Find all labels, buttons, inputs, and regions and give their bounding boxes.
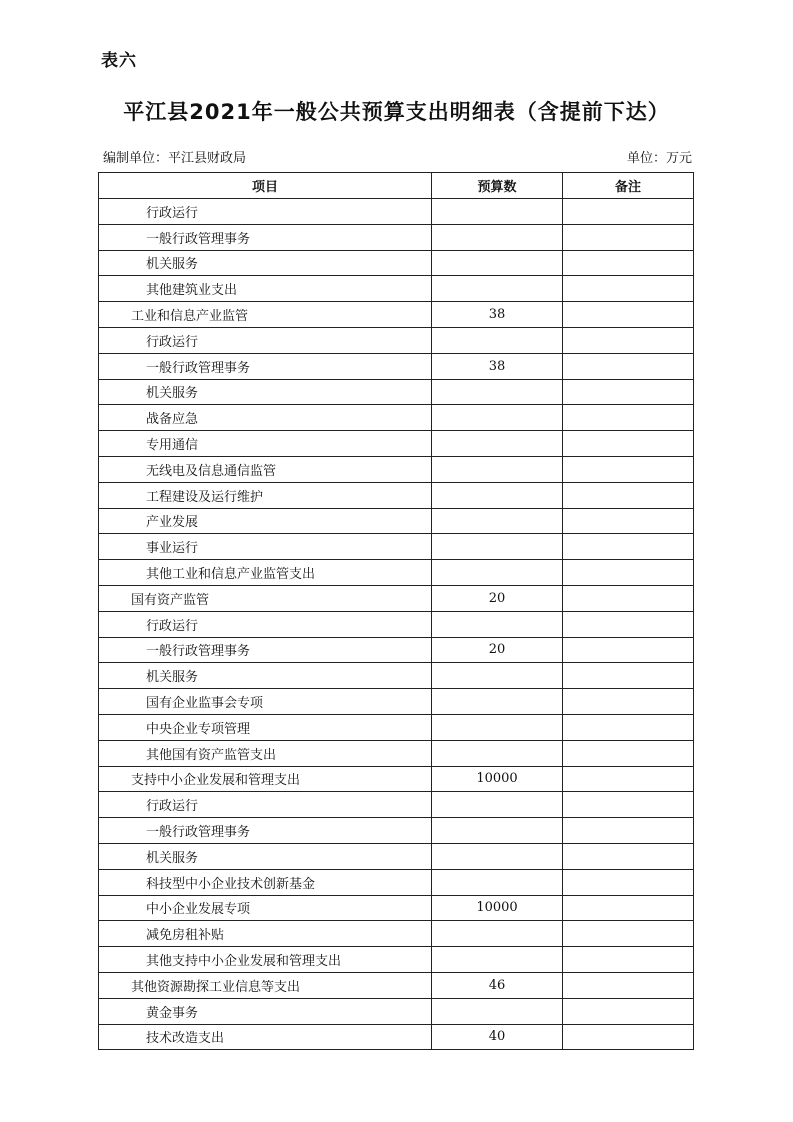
row-remarks <box>563 560 694 586</box>
row-item-name: 其他资源勘探工业信息等支出 <box>99 972 432 998</box>
row-budget-amount <box>432 327 563 353</box>
table-row <box>99 405 694 431</box>
row-item-name: 其他支持中小企业发展和管理支出 <box>99 947 432 973</box>
row-budget-amount: 40 <box>432 1024 563 1050</box>
row-budget-amount <box>432 663 563 689</box>
row-remarks <box>563 869 694 895</box>
row-item-name: 机关服务 <box>99 250 432 276</box>
table-row <box>99 869 694 895</box>
table-row <box>99 689 694 715</box>
row-remarks <box>563 637 694 663</box>
table-row <box>99 792 694 818</box>
row-item-name: 事业运行 <box>99 534 432 560</box>
row-budget-amount <box>432 276 563 302</box>
row-item-name: 一般行政管理事务 <box>99 224 432 250</box>
table-header-row <box>99 173 694 199</box>
row-item-name: 其他建筑业支出 <box>99 276 432 302</box>
row-remarks <box>563 1024 694 1050</box>
row-remarks <box>563 792 694 818</box>
table-row <box>99 637 694 663</box>
compiling-unit: 编制单位：平江县财政局 <box>103 151 247 166</box>
row-remarks <box>563 818 694 844</box>
table-row <box>99 1024 694 1050</box>
row-remarks <box>563 508 694 534</box>
table-row <box>99 998 694 1024</box>
row-item-name: 一般行政管理事务 <box>99 818 432 844</box>
row-item-name: 无线电及信息通信监管 <box>99 456 432 482</box>
row-item-name: 行政运行 <box>99 199 432 225</box>
table-row <box>99 611 694 637</box>
table-row <box>99 431 694 457</box>
row-budget-amount <box>432 199 563 225</box>
row-budget-amount <box>432 740 563 766</box>
meta-row <box>103 147 692 165</box>
header-budget-amount: 预算数 <box>432 173 563 199</box>
row-remarks <box>563 663 694 689</box>
row-budget-amount <box>432 714 563 740</box>
row-remarks <box>563 689 694 715</box>
row-remarks <box>563 714 694 740</box>
row-budget-amount: 20 <box>432 637 563 663</box>
row-remarks <box>563 199 694 225</box>
row-remarks <box>563 353 694 379</box>
table-row <box>99 250 694 276</box>
row-budget-amount <box>432 250 563 276</box>
row-remarks <box>563 585 694 611</box>
row-item-name: 减免房租补贴 <box>99 921 432 947</box>
row-item-name: 行政运行 <box>99 327 432 353</box>
row-remarks <box>563 534 694 560</box>
table-row <box>99 199 694 225</box>
table-row <box>99 921 694 947</box>
row-remarks <box>563 611 694 637</box>
row-item-name: 国有资产监管 <box>99 585 432 611</box>
document-title: 平江县2021年一般公共预算支出明细表（含提前下达） <box>123 100 670 124</box>
row-budget-amount <box>432 508 563 534</box>
table-row <box>99 766 694 792</box>
row-item-name: 黄金事务 <box>99 998 432 1024</box>
row-budget-amount: 38 <box>432 302 563 328</box>
table-row <box>99 740 694 766</box>
row-remarks <box>563 224 694 250</box>
table-row <box>99 663 694 689</box>
row-item-name: 工业和信息产业监管 <box>99 302 432 328</box>
row-remarks <box>563 327 694 353</box>
table-row <box>99 508 694 534</box>
row-budget-amount <box>432 792 563 818</box>
row-remarks <box>563 302 694 328</box>
row-remarks <box>563 843 694 869</box>
row-remarks <box>563 405 694 431</box>
table-row <box>99 224 694 250</box>
row-remarks <box>563 998 694 1024</box>
table-row <box>99 482 694 508</box>
currency-unit: 单位：万元 <box>626 151 692 166</box>
row-remarks <box>563 482 694 508</box>
table-body <box>99 199 694 1050</box>
row-item-name: 一般行政管理事务 <box>99 353 432 379</box>
row-budget-amount <box>432 534 563 560</box>
row-budget-amount <box>432 843 563 869</box>
row-item-name: 行政运行 <box>99 792 432 818</box>
table-row <box>99 585 694 611</box>
table-row <box>99 456 694 482</box>
table-row <box>99 947 694 973</box>
row-item-name: 专用通信 <box>99 431 432 457</box>
row-budget-amount <box>432 456 563 482</box>
table-row <box>99 379 694 405</box>
row-budget-amount <box>432 689 563 715</box>
row-item-name: 中小企业发展专项 <box>99 895 432 921</box>
row-remarks <box>563 895 694 921</box>
row-budget-amount <box>432 560 563 586</box>
row-item-name: 支持中小企业发展和管理支出 <box>99 766 432 792</box>
row-remarks <box>563 431 694 457</box>
row-remarks <box>563 276 694 302</box>
header-remarks: 备注 <box>563 173 694 199</box>
row-budget-amount <box>432 379 563 405</box>
table-row <box>99 714 694 740</box>
table-row <box>99 327 694 353</box>
row-budget-amount <box>432 947 563 973</box>
table-row <box>99 302 694 328</box>
row-item-name: 一般行政管理事务 <box>99 637 432 663</box>
row-item-name: 战备应急 <box>99 405 432 431</box>
budget-table <box>98 172 694 1050</box>
row-remarks <box>563 972 694 998</box>
row-budget-amount <box>432 818 563 844</box>
row-budget-amount: 46 <box>432 972 563 998</box>
row-budget-amount <box>432 869 563 895</box>
row-budget-amount <box>432 482 563 508</box>
row-remarks <box>563 921 694 947</box>
row-item-name: 机关服务 <box>99 663 432 689</box>
row-item-name: 其他国有资产监管支出 <box>99 740 432 766</box>
row-item-name: 中央企业专项管理 <box>99 714 432 740</box>
row-budget-amount <box>432 998 563 1024</box>
row-item-name: 工程建设及运行维护 <box>99 482 432 508</box>
table-row <box>99 843 694 869</box>
row-budget-amount: 20 <box>432 585 563 611</box>
row-item-name: 科技型中小企业技术创新基金 <box>99 869 432 895</box>
row-remarks <box>563 740 694 766</box>
row-budget-amount: 10000 <box>432 895 563 921</box>
row-item-name: 行政运行 <box>99 611 432 637</box>
row-budget-amount <box>432 611 563 637</box>
row-budget-amount: 38 <box>432 353 563 379</box>
row-budget-amount <box>432 224 563 250</box>
row-remarks <box>563 947 694 973</box>
table-row <box>99 972 694 998</box>
row-remarks <box>563 379 694 405</box>
table-number-label: 表六 <box>101 51 137 71</box>
header-item: 项目 <box>99 173 432 199</box>
row-remarks <box>563 766 694 792</box>
table-row <box>99 895 694 921</box>
row-budget-amount <box>432 405 563 431</box>
row-item-name: 国有企业监事会专项 <box>99 689 432 715</box>
row-budget-amount: 10000 <box>432 766 563 792</box>
table-row <box>99 818 694 844</box>
row-remarks <box>563 456 694 482</box>
table-row <box>99 534 694 560</box>
table-row <box>99 560 694 586</box>
row-item-name: 产业发展 <box>99 508 432 534</box>
row-item-name: 其他工业和信息产业监管支出 <box>99 560 432 586</box>
row-budget-amount <box>432 921 563 947</box>
table-row <box>99 276 694 302</box>
row-budget-amount <box>432 431 563 457</box>
row-item-name: 机关服务 <box>99 379 432 405</box>
row-remarks <box>563 250 694 276</box>
table-row <box>99 353 694 379</box>
row-item-name: 技术改造支出 <box>99 1024 432 1050</box>
row-item-name: 机关服务 <box>99 843 432 869</box>
